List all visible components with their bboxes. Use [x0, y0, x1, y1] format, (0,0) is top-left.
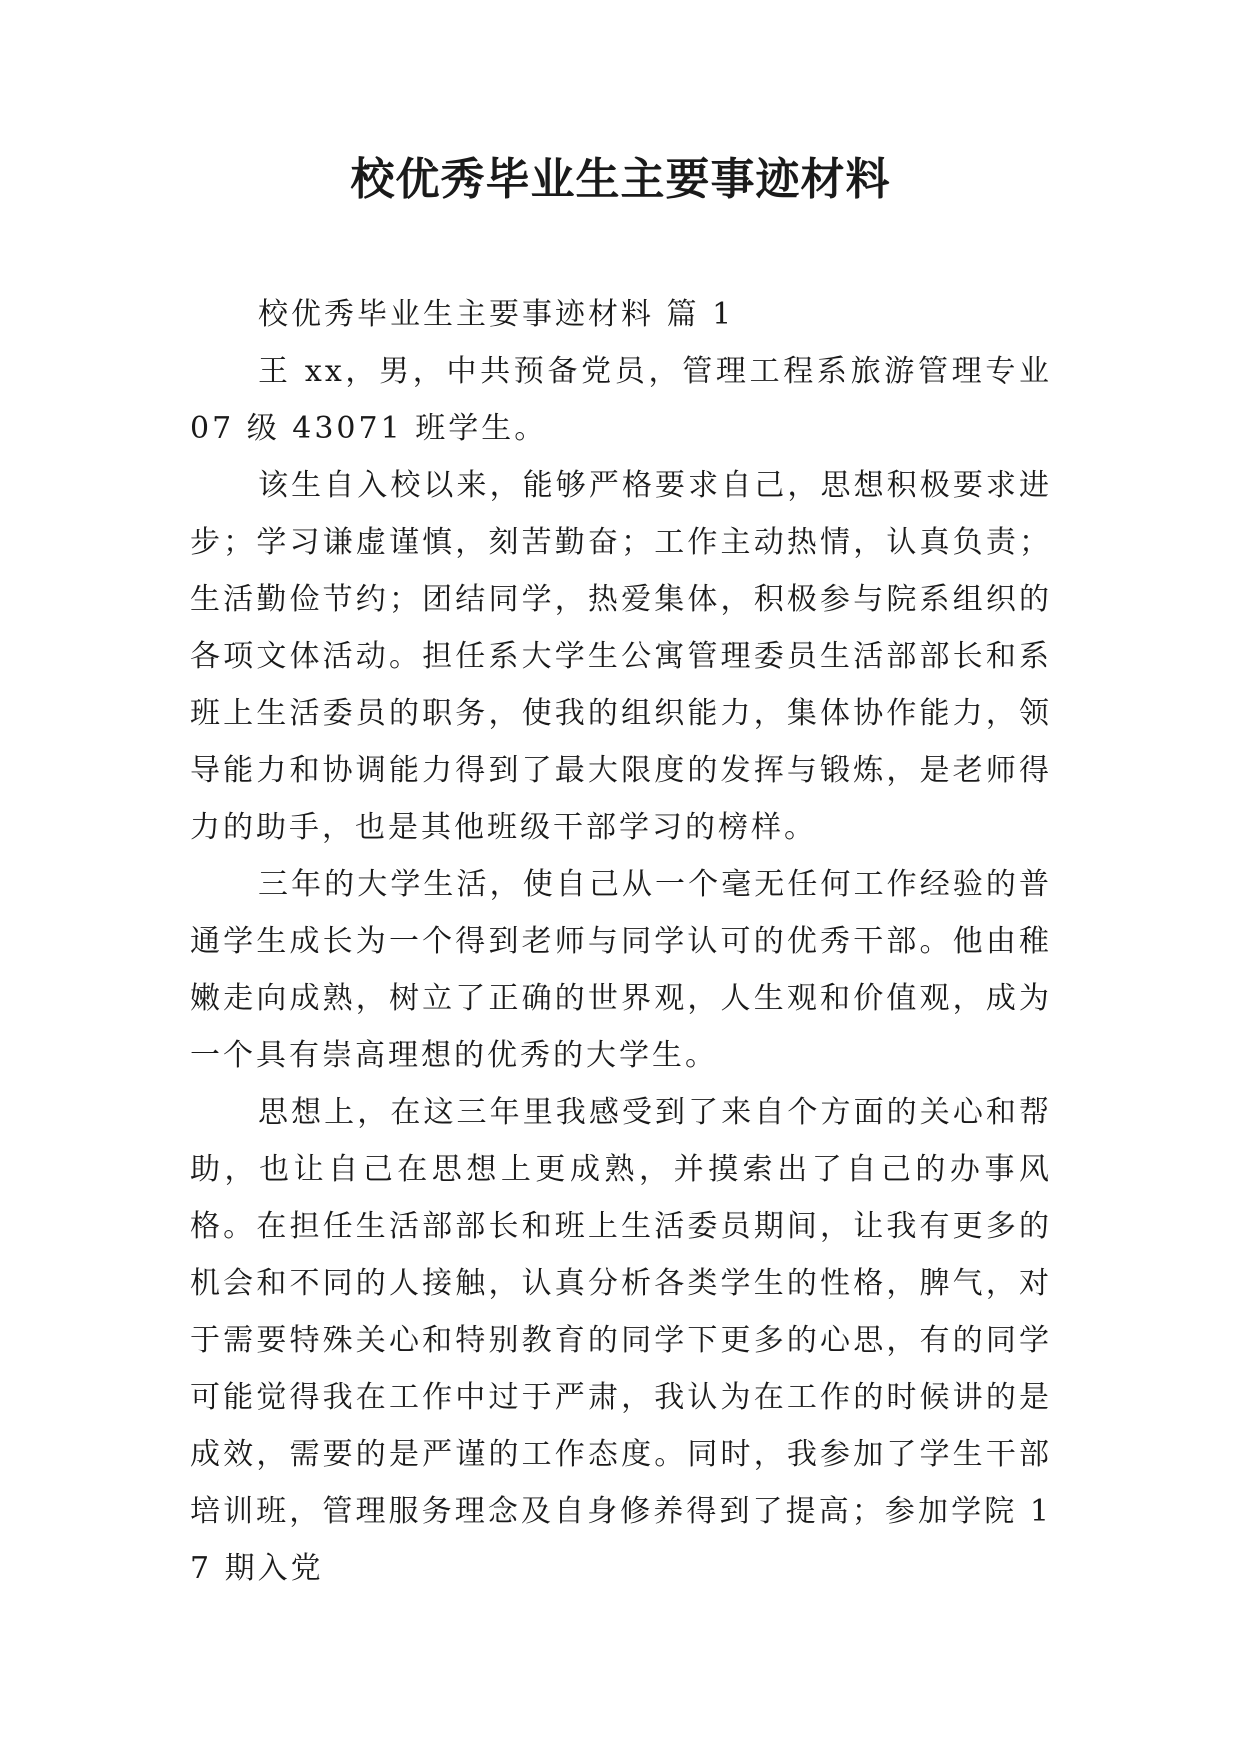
- paragraph-growth: 三年的大学生活，使自己从一个毫无任何工作经验的普通学生成长为一个得到老师与同学认可的优秀干部。他由稚嫩走向成熟，树立了正确的世界观，人生观和价值观，成为一个具有崇高理想的优秀的大学生。: [190, 867, 1052, 1073]
- document-body: [190, 286, 1052, 1597]
- paragraph-summary: 该生自入校以来，能够严格要求自己，思想积极要求进步；学习谦虚谨慎，刻苦勤奋；工作主动热情，认真负责；生活勤俭节约；团结同学，热爱集体，积极参与院系组织的各项文体活动。担任系大学生公寓管理委员生活部部长和系班上生活委员的职务，使我的组织能力，集体协作能力，领导能力和协调能力得到了最大限度的发挥与锻炼，是老师得力的助手，也是其他班级干部学习的榜样。: [190, 468, 1052, 845]
- paragraph-thoughts: 思想上，在这三年里我感受到了来自个方面的关心和帮助，也让自己在思想上更成熟，并摸索出了自己的办事风格。在担任生活部部长和班上生活委员期间，让我有更多的机会和不同的人接触，认真分析各类学生的性格，脾气，对于需要特殊关心和特别教育的同学下更多的心思，有的同学可能觉得我在工作中过于严肃，我认为在工作的时候讲的是成效，需要的是严谨的工作态度。同时，我参加了学生干部培训班，管理服务理念及自身修养得到了提高；参加学院 17 期入党: [190, 1095, 1052, 1586]
- document-title: 校优秀毕业生主要事迹材料: [350, 154, 891, 205]
- paragraph-intro: 王 xx，男，中共预备党员，管理工程系旅游管理专业 07 级 43071 班学生。: [190, 354, 1052, 446]
- section-heading: 校优秀毕业生主要事迹材料 篇 1: [258, 297, 735, 332]
